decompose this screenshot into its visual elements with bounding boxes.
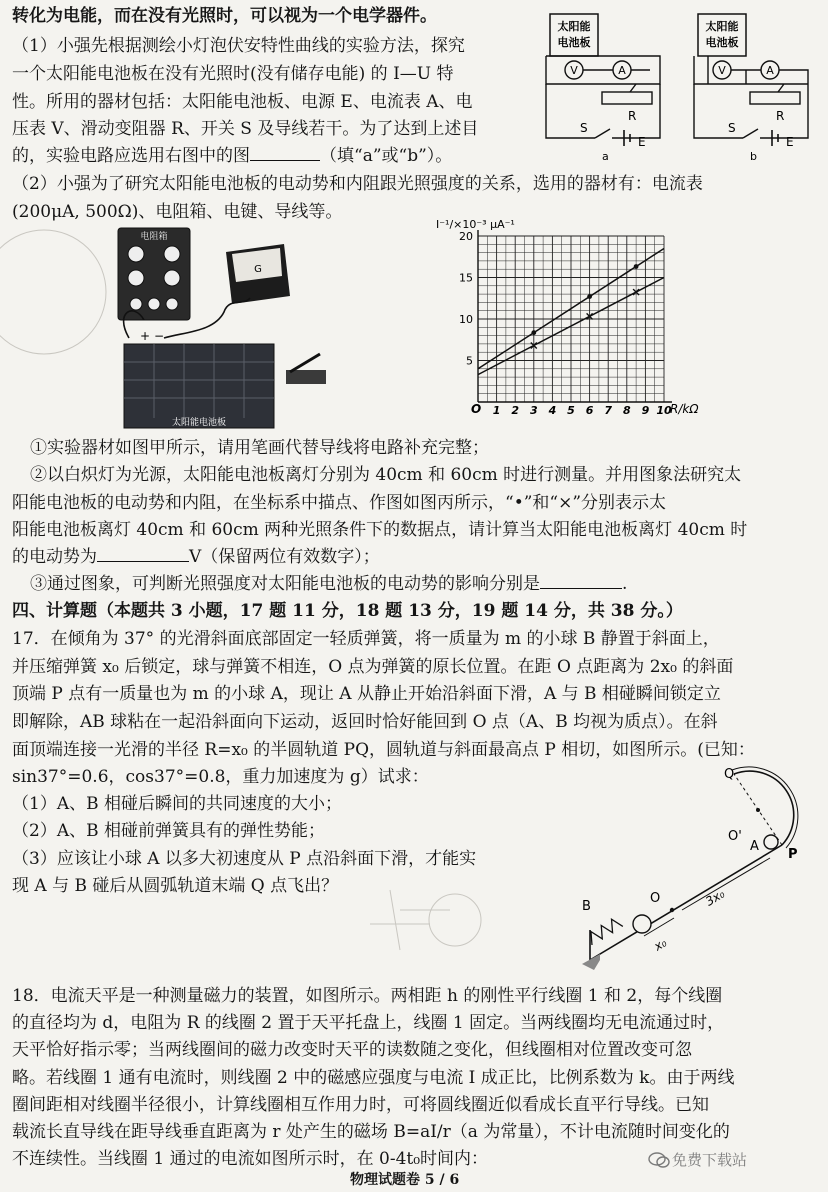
x-tick-label: 3 [529, 404, 538, 417]
wechat-icon [648, 1151, 670, 1169]
voltmeter-label: V [718, 64, 726, 77]
rheostat-icon [750, 92, 800, 104]
ammeter-label: A [766, 64, 774, 77]
chart-axes [478, 230, 672, 402]
spring-icon [586, 916, 623, 945]
switch-label: S [728, 121, 736, 135]
terminal-icon [130, 298, 142, 310]
solar-panel-label: 太阳能电池板 [171, 418, 227, 428]
text-line: 即解除，AB 球粘在一起沿斜面向下运动，返回时恰好能回到 O 点（A、B 均视为质点）。在斜 [12, 712, 718, 732]
key-switch [286, 354, 326, 384]
answer-blank [540, 588, 622, 589]
switch-label: S [580, 121, 588, 135]
knob-icon [128, 246, 144, 262]
circuit-a [546, 14, 660, 163]
x-axis-label: R/kΩ [670, 402, 699, 416]
plus-label: + [140, 329, 151, 343]
text-line: 天平恰好指示零；当两线圈间的磁力改变时天平的读数随之变化，但线圈相对位置改变可忽 [12, 1040, 692, 1060]
text-line: 性。所用的器材包括：太阳能电池板、电源 E、电流表 A、电 [12, 92, 473, 112]
circuit-diagrams [540, 8, 820, 163]
resistor-box-label: 电阻箱 [140, 232, 168, 242]
x-tick-label: 6 [585, 404, 594, 417]
knob-icon [128, 270, 144, 286]
label-q: Q [724, 767, 735, 782]
x-tick-label: 4 [548, 404, 557, 417]
text-line: 17．在倾角为 37° 的光滑斜面底部固定一轻质弹簧，将一质量为 m 的小球 B 静置于斜面上， [12, 629, 720, 649]
text-line: 略。若线圈 1 通有电流时，则线圈 2 中的磁感应强度与电流 I 成正比，比例系数为 k。由于两线 [12, 1068, 735, 1088]
ammeter-label: A [618, 64, 626, 77]
terminal-icon [148, 298, 160, 310]
y-axis-label: I⁻¹/×10⁻³ μA⁻¹ [436, 218, 515, 231]
incline-line [590, 845, 782, 960]
chart-ticks [459, 230, 672, 417]
period: . [622, 574, 628, 594]
dimension-3x0 [682, 858, 770, 910]
y-tick-label: 10 [459, 313, 473, 326]
text-line: 的直径均为 d，电阻为 R 的线圈 2 置于天平托盘上，线圈 1 固定。当两线圈均无电流通过时， [12, 1013, 725, 1033]
watermark-circle [429, 894, 481, 946]
terminal-icon [166, 298, 178, 310]
solar-panel [124, 329, 274, 428]
switch-lever [290, 354, 320, 372]
ball-a [764, 835, 778, 849]
x-tick-label: 7 [604, 404, 613, 417]
base-hatch [582, 954, 600, 970]
text-line: （2）小强为了研究太阳能电池板的电动势和内阻跟光照强度的关系，选用的器材有：电流表 [12, 174, 703, 194]
text-segment: 的电动势为 [12, 547, 97, 567]
knob-icon [164, 270, 180, 286]
text-line: ①实验器材如图甲所示，请用笔画代替导线将电路补充完整； [30, 438, 489, 458]
text-line: 一个太阳能电池板在没有光照时(没有储存电能) 的 I—U 特 [12, 64, 454, 84]
ball-b [633, 915, 651, 933]
rheostat-icon [602, 92, 652, 104]
text-line: 18．电流天平是一种测量磁力的装置，如图所示。两相距 h 的刚性平行线圈 1 和 2，每个线圈 [12, 986, 723, 1006]
apparatus-figure [14, 222, 344, 432]
watermark-text: 免费下载站 [672, 1151, 748, 1169]
text-line [30, 572, 627, 596]
panel-label-2: 电池板 [557, 36, 591, 49]
text-line: （1）A、B 相碰后瞬间的共同速度的大小； [12, 794, 342, 814]
chart-grid [478, 236, 664, 402]
label-p: P [788, 847, 798, 862]
label-a: A [750, 839, 759, 854]
label-3x0: 3x₀ [703, 886, 727, 909]
text-segment: ③通过图象，可判断光照强度对太阳能电池板的电动势的影响分别是 [30, 574, 540, 594]
text-line: 载流长直导线在距导线垂直距离为 r 处产生的磁场 B=aI/r（a 为常量），不计电流随时间变化的 [12, 1122, 730, 1142]
wires [694, 56, 808, 84]
fig-label-b: b [750, 150, 757, 163]
text-line: 压表 V、滑动变阻器 R、开关 S 及导线若干。为了达到上述目 [12, 119, 479, 139]
x-tick-label: 9 [641, 404, 650, 417]
text-line [12, 144, 452, 168]
section-heading: 四、计算题（本题共 3 小题，17 题 11 分，18 题 13 分，19 题 14 分，共 38 分。） [12, 601, 683, 621]
answer-blank [250, 160, 320, 161]
text-line: （2）A、B 相碰前弹簧具有的弹性势能； [12, 821, 325, 841]
text-segment: V（保留两位有效数字）； [189, 547, 380, 567]
watermark-seal [0, 230, 106, 354]
fig-label-a: a [602, 150, 609, 163]
label-b: B [582, 899, 591, 914]
origin-label: O [471, 402, 482, 416]
resistor-box [118, 228, 190, 320]
answer-blank [97, 561, 189, 562]
x-tick-label: 1 [492, 404, 501, 417]
text-line: 阳能电池板离灯 40cm 和 60cm 两种光照条件下的数据点，请计算当太阳能电池板离灯 40cm 时 [12, 520, 748, 540]
watermark-lines [370, 890, 450, 950]
source-label: E [786, 135, 794, 149]
y-tick-label: 5 [466, 354, 473, 368]
label-x0: x₀ [651, 935, 670, 954]
text-line: 顶端 P 点有一质量也为 m 的小球 A，现让 A 从静止开始沿斜面下滑，A 与 B 相碰瞬间锁定立 [12, 684, 721, 704]
panel-label-1: 太阳能 [705, 20, 739, 33]
chart [436, 218, 699, 432]
text-segment: 的，实验电路应选用右图中的图 [12, 146, 250, 166]
meter-label: G [254, 264, 262, 275]
text-segment: （填“a”或“b”）。 [320, 146, 453, 166]
text-line: （1）小强先根据测绘小灯泡伏安特性曲线的实验方法，探究 [12, 36, 465, 56]
data-point-dot [531, 330, 536, 335]
y-tick-label: 20 [459, 230, 473, 243]
label-o: O [650, 891, 661, 906]
text-line: sin37°=0.6，cos37°=0.8，重力加速度为 g）试求： [12, 767, 429, 787]
incline-figure [560, 760, 820, 970]
switch-icon [743, 129, 758, 138]
knob-icon [164, 246, 180, 262]
text-line: (200μA, 500Ω)、电阻箱、电键、导线等。 [12, 202, 343, 222]
incline-ramp [582, 845, 782, 970]
voltmeter-label: V [570, 64, 578, 77]
solar-panel-body [124, 344, 274, 428]
text-line: 阳能电池板的电动势和内阻，在坐标系中描点、作图如图丙所示，“•”和“×”分别表示太 [12, 493, 667, 513]
data-point-dot [634, 264, 639, 269]
text-line: 现 A 与 B 碰后从圆弧轨道末端 Q 点飞出？ [12, 876, 339, 896]
minus-label: − [154, 329, 165, 343]
x-tick-label: 10 [656, 404, 672, 417]
text-line: 转化为电能，而在没有光照时，可以视为一个电学器件。 [12, 6, 437, 26]
text-line: 并压缩弹簧 x₀ 后锁定，球与弹簧不相连，O 点为弹簧的原长位置。在距 O 点距离为 2x₀ 的斜面 [12, 657, 734, 677]
wires [546, 56, 660, 84]
source-label: E [638, 135, 646, 149]
text-line: ②以白炽灯为光源，太阳能电池板离灯分别为 40cm 和 60cm 时进行测量。并用图象法研究太 [30, 465, 742, 485]
panel-label-2: 电池板 [705, 36, 739, 49]
text-line: 面顶端连接一光滑的半径 R=x₀ 的半圆轨道 PQ，圆轨道与斜面最高点 P 相切，如图所示。(已知： [12, 740, 755, 760]
data-point-dot [587, 294, 592, 299]
point-o-dot [670, 908, 674, 912]
rheostat-label: R [776, 109, 785, 123]
panel-label-1: 太阳能 [557, 20, 591, 33]
watermark-figure [330, 880, 490, 970]
text-line: 圈间距相对线圈半径很小，计算线圈相互作用力时，可将圆线圈近似看成长直平行导线。已知 [12, 1095, 709, 1115]
text-line: （3）应该让小球 A 以多大初速度从 P 点沿斜面下滑，才能实 [12, 849, 477, 869]
text-line: 不连续性。当线圈 1 通过的电流如图所示时，在 0-4t₀时间内： [12, 1149, 489, 1169]
switch-icon [595, 129, 610, 138]
label-o-prime: O' [728, 829, 742, 844]
text-line [12, 545, 380, 569]
circuit-b [694, 14, 808, 163]
x-tick-label: 5 [567, 404, 575, 417]
x-tick-label: 2 [511, 404, 520, 417]
page-footer: 物理试题卷 5 / 6 [350, 1172, 460, 1188]
center-dot [756, 808, 760, 812]
x-tick-label: 8 [622, 404, 631, 417]
galvanometer [226, 244, 290, 304]
y-tick-label: 15 [459, 271, 473, 285]
rheostat-label: R [628, 109, 637, 123]
